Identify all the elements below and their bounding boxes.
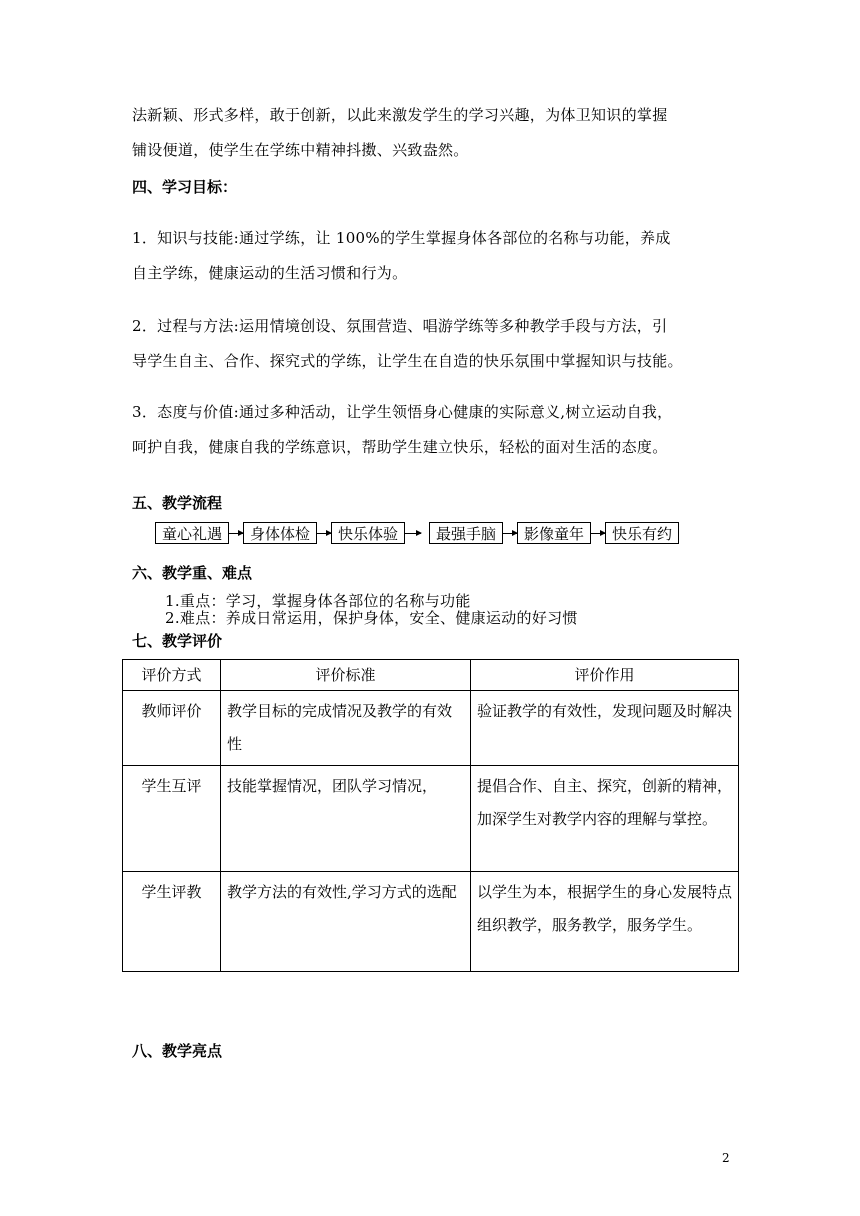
flow-step: 快乐有约 bbox=[605, 522, 679, 544]
table-cell: 提倡合作、自主、探究，创新的精神，加深学生对教学内容的理解与掌控。 bbox=[471, 766, 739, 872]
flow-arrow-icon bbox=[317, 533, 331, 534]
intro-line-1: 法新颖、形式多样，敢于创新，以此来激发学生的学习兴趣，为体卫知识的掌握 bbox=[132, 106, 668, 124]
section-5-heading: 五、教学流程 bbox=[132, 494, 223, 512]
difficult-point: 2.难点：养成日常运用，保护身体，安全、健康运动的好习惯 bbox=[165, 609, 578, 627]
flow-step: 最强手脑 bbox=[429, 522, 503, 544]
table-header-row bbox=[123, 660, 739, 691]
flow-step: 影像童年 bbox=[517, 522, 591, 544]
table-header-cell: 评价作用 bbox=[471, 660, 739, 691]
goal-2-line-1: 2．过程与方法:运用情境创设、氛围营造、唱游学练等多种教学手段与方法，引 bbox=[132, 317, 668, 335]
table-cell: 技能掌握情况，团队学习情况， bbox=[221, 766, 471, 872]
goal-2-line-2: 导学生自主、合作、探究式的学练，让学生在自造的快乐氛围中掌握知识与技能。 bbox=[132, 352, 683, 370]
goal-1-line-2: 自主学练，健康运动的生活习惯和行为。 bbox=[132, 264, 408, 282]
section-8-heading: 八、教学亮点 bbox=[132, 1042, 223, 1060]
flow-step: 快乐体验 bbox=[331, 522, 405, 544]
flow-arrow-icon bbox=[405, 533, 421, 534]
evaluation-table bbox=[122, 659, 739, 972]
table-cell: 学生互评 bbox=[123, 766, 221, 872]
table-cell: 以学生为本，根据学生的身心发展特点组织教学，服务教学，服务学生。 bbox=[471, 872, 739, 972]
flow-step: 童心礼遇 bbox=[155, 522, 229, 544]
table-header-cell: 评价方式 bbox=[123, 660, 221, 691]
section-6-heading: 六、教学重、难点 bbox=[132, 564, 253, 582]
intro-line-2: 铺设便道，使学生在学练中精神抖擞、兴致盎然。 bbox=[132, 141, 469, 159]
table-cell: 教学方法的有效性,学习方式的选配 bbox=[221, 872, 471, 972]
table-header-cell: 评价标准 bbox=[221, 660, 471, 691]
goal-3-line-1: 3．态度与价值:通过多种活动，让学生领悟身心健康的实际意义,树立运动自我， bbox=[132, 403, 673, 421]
table-cell: 教学目标的完成情况及教学的有效性 bbox=[221, 691, 471, 766]
page-number: 2 bbox=[722, 1151, 730, 1165]
key-point: 1.重点：学习，掌握身体各部位的名称与功能 bbox=[165, 592, 471, 610]
flow-arrow-icon bbox=[503, 533, 517, 534]
table-cell: 验证教学的有效性，发现问题及时解决 bbox=[471, 691, 739, 766]
table-cell: 学生评教 bbox=[123, 872, 221, 972]
table-row bbox=[123, 691, 739, 766]
table-cell: 教师评价 bbox=[123, 691, 221, 766]
goal-1-line-1: 1．知识与技能:通过学练，让 100%的学生掌握身体各部位的名称与功能，养成 bbox=[132, 229, 671, 247]
goal-3-line-2: 呵护自我，健康自我的学练意识，帮助学生建立快乐，轻松的面对生活的态度。 bbox=[132, 438, 668, 456]
section-4-heading: 四、学习目标： bbox=[132, 178, 238, 196]
table-row bbox=[123, 872, 739, 972]
section-7-heading: 七、教学评价 bbox=[132, 632, 223, 650]
flow-step: 身体体检 bbox=[243, 522, 317, 544]
table-row bbox=[123, 766, 739, 872]
teaching-flow bbox=[155, 522, 695, 546]
flow-arrow-icon bbox=[229, 533, 243, 534]
flow-arrow-icon bbox=[591, 533, 605, 534]
